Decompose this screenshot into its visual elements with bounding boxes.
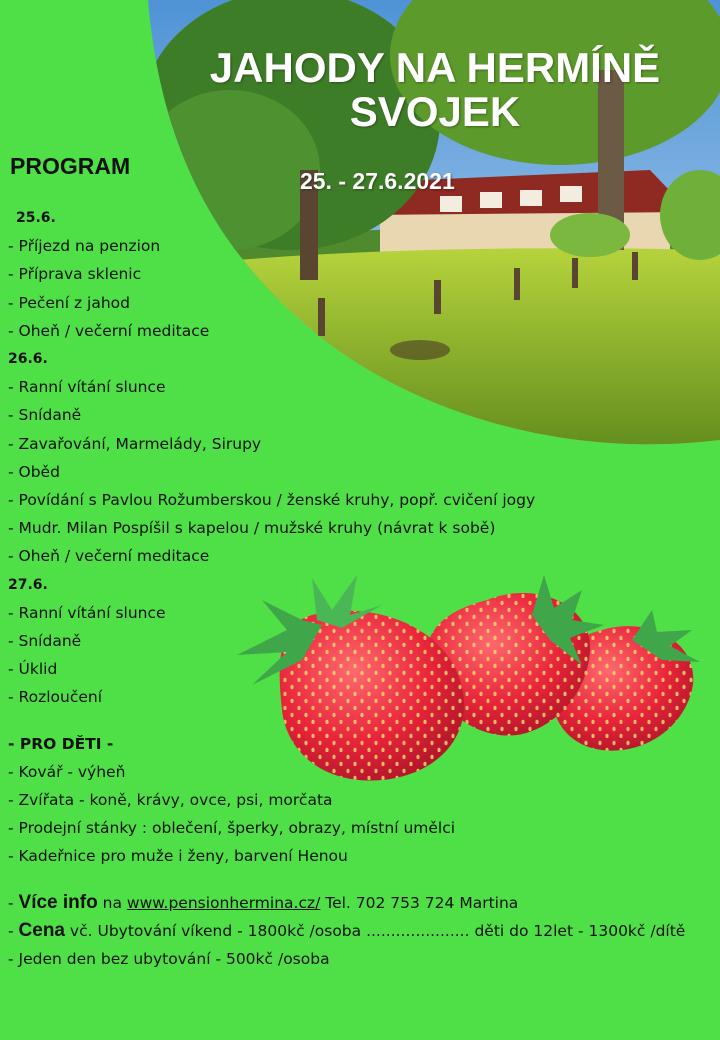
strawberries-image — [232, 570, 712, 785]
program-item: - Mudr. Milan Pospíšil s kapelou / mužské kruhy (návrat k sobě) — [8, 519, 496, 538]
program-item: - Snídaně — [8, 632, 82, 651]
program-item: - Zavařování, Marmelády, Sirupy — [8, 434, 262, 453]
program-item: - Pečení z jahod — [8, 293, 130, 312]
day-label: 26.6. — [8, 351, 48, 368]
program-item: - Rozloučení — [8, 688, 103, 707]
more-info-label: Více info — [18, 891, 98, 913]
event-title-line1: JAHODY NA HERMÍNĚ — [209, 44, 661, 91]
price-text: vč. Ubytování víkend - 1800kč /osoba ..................... děti do 12let - 1300kč /dítě — [65, 921, 686, 940]
program-item: - Úklid — [8, 660, 58, 679]
kids-item: - Prodejní stánky : oblečení, šperky, obrazy, místní umělci — [8, 819, 456, 838]
event-title-line2: SVOJEK — [349, 88, 521, 135]
price-prefix: - — [8, 921, 19, 940]
info-block — [8, 889, 685, 974]
price-label: Cena — [18, 919, 65, 941]
day-label: 25.6. — [16, 210, 56, 226]
kids-item: - Kadeřnice pro muže i ženy, barvení Henou — [8, 847, 348, 866]
program-item: - Snídaně — [8, 406, 82, 425]
program-item: - Příjezd na penzion — [8, 237, 161, 256]
event-title — [150, 46, 720, 134]
price-line — [8, 917, 685, 945]
kids-heading: - PRO DĚTI - — [8, 734, 114, 753]
program-item: - Ranní vítání slunce — [8, 603, 166, 622]
more-info-line — [8, 889, 685, 917]
more-info-prefix: - — [8, 893, 19, 912]
day-label: 27.6. — [8, 576, 48, 593]
more-info-contact: Tel. 702 753 724 Martina — [320, 893, 519, 912]
day-price-line: - Jeden den bez ubytování - 500kč /osoba — [8, 950, 330, 969]
kids-item: - Zvířata - koně, krávy, ovce, psi, morčata — [8, 791, 333, 810]
program-item: - Povídání s Pavlou Rožumberskou / ženské kruhy, popř. cvičení jogy — [8, 491, 536, 510]
program-item: - Ranní vítání slunce — [8, 378, 166, 397]
kids-item: - Kovář - výheň — [8, 762, 126, 781]
program-item: - Oheň / večerní meditace — [8, 547, 210, 566]
program-item: - Oheň / večerní meditace — [8, 321, 210, 340]
website-link[interactable]: www.pensionhermina.cz/ — [126, 893, 321, 912]
program-heading: PROGRAM — [10, 153, 131, 179]
event-dates: 25. - 27.6.2021 — [300, 168, 455, 194]
program-item: - Příprava sklenic — [8, 265, 142, 284]
more-info-mid: na — [97, 893, 127, 912]
program-item: - Oběd — [8, 462, 60, 481]
